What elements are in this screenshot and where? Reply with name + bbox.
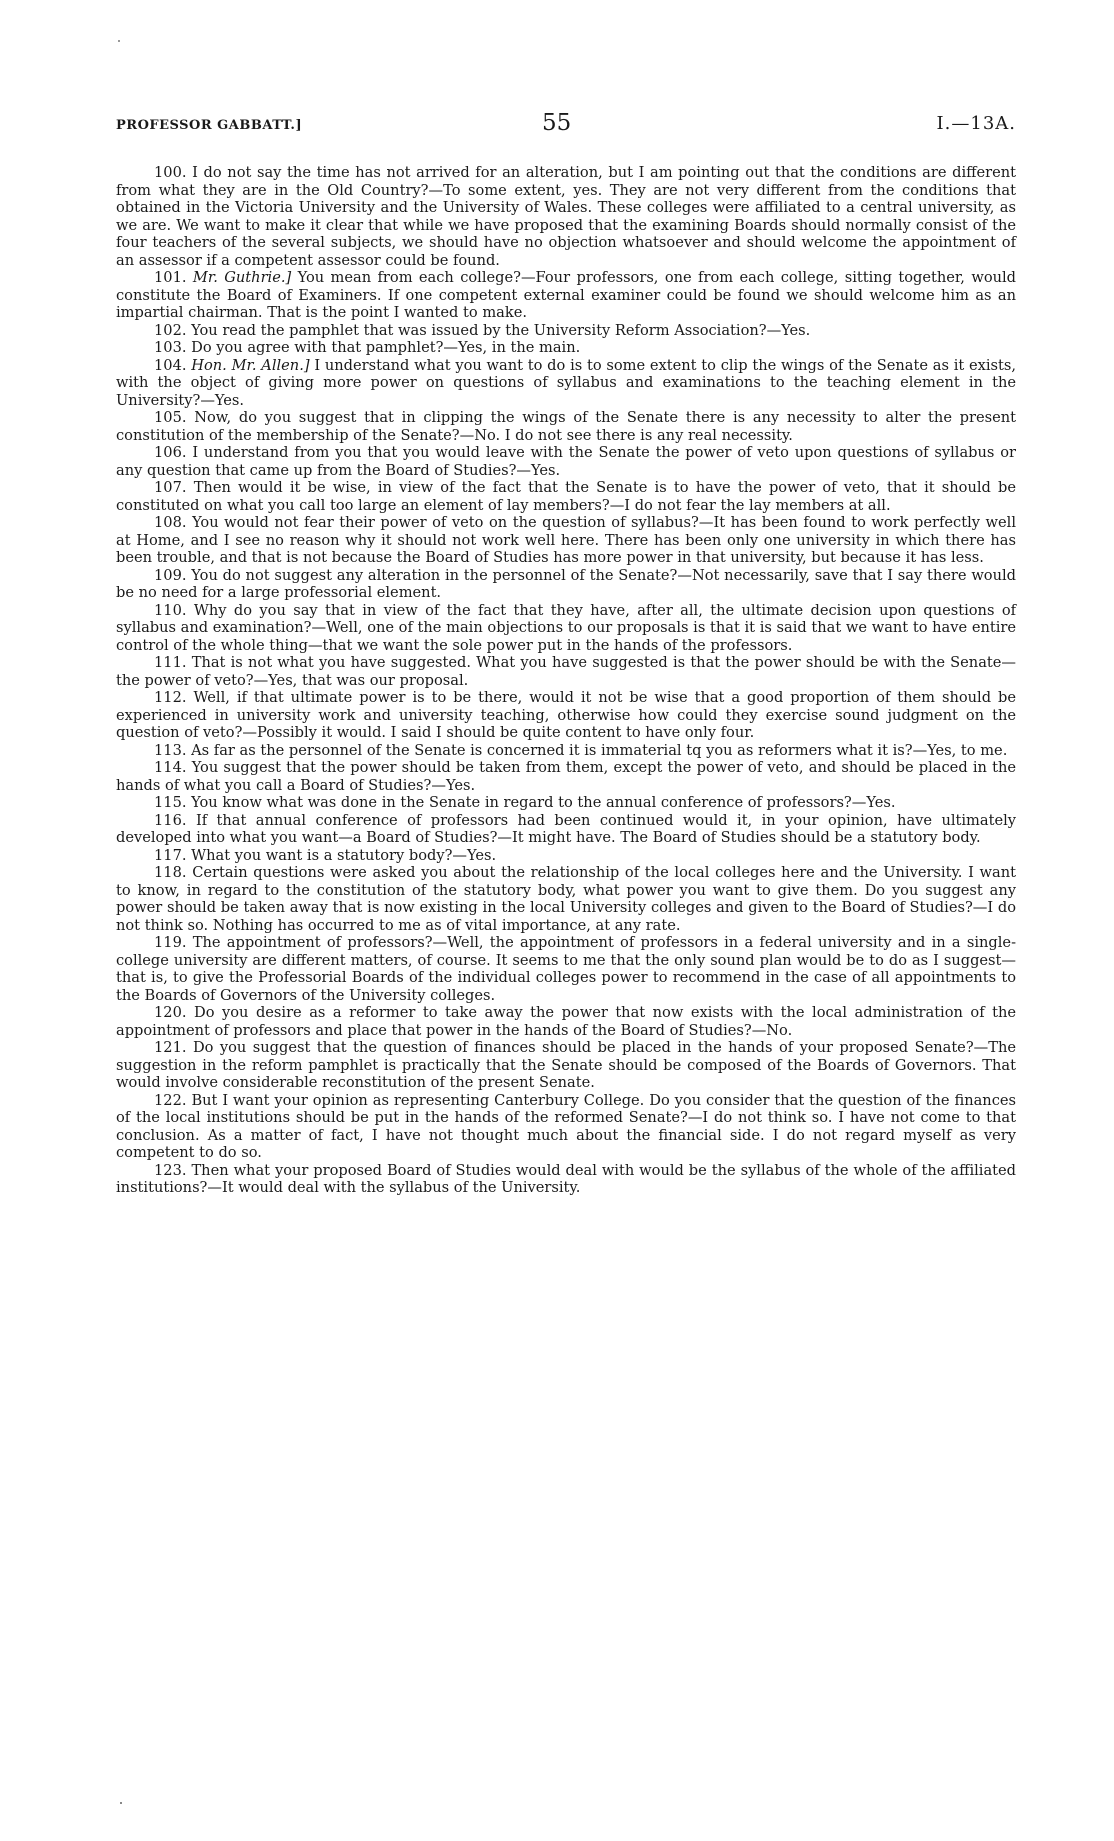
question-answer-text: You mean from each college?—Four professors, one from each college, sitting together, would constitute the Board of Examiners. If one competent external examiner could be found we should welcome him as an impartial chairman. That is the point I wanted to make. bbox=[116, 269, 1017, 321]
question-paragraph bbox=[116, 567, 1016, 602]
question-number: 114. bbox=[154, 759, 187, 776]
running-head: PROFESSOR GABBATT.] bbox=[116, 118, 303, 133]
question-answer-text: Why do you say that in view of the fact that they have, after all, the ultimate decision upon questions of syllabus and examination?—Well, one of the main objections to our proposals is that it is said that we want to have entire control of the whole thing—that we want the sole power put in the hands of the professors. bbox=[116, 601, 1017, 654]
question-answer-text: Then would it be wise, in view of the fact that the Senate is to have the power of veto, that it should be constituted on what you call too large an element of lay members?—I do not fear the lay members at all. bbox=[116, 479, 1017, 514]
question-number: 122. bbox=[154, 1091, 187, 1109]
question-paragraph bbox=[116, 602, 1016, 655]
question-answer-text: Certain questions were asked you about the relationship of the local colleges here and the University. I want to know, in regard to the constitution of the statutory body, what power you want to give them. Do you suggest any power should be taken away that is now existing in the local University colleges and given to the Board of Studies?—I do not think so. Nothing has occurred to me as of vital importance, at any rate. bbox=[116, 864, 1016, 934]
question-paragraph bbox=[116, 934, 1016, 1004]
question-paragraph bbox=[116, 847, 1016, 865]
document-reference: I.—13A. bbox=[936, 113, 1016, 134]
question-number: 111. bbox=[154, 654, 187, 671]
question-number: 110. bbox=[154, 601, 187, 619]
question-answer-text: You suggest that the power should be taken from them, except the power of veto, and should be placed in the hands of what you call a Board of Studies?—Yes. bbox=[116, 759, 1016, 794]
speaker-name: Mr. Guthrie.] bbox=[192, 269, 292, 286]
question-answer-text: I do not say the time has not arrived for an alteration, but I am pointing out that the conditions are different from what they are in the Old Country?—To some extent, yes. They are not very different from the conditions that obtained in the Victoria University and the University of Wales. These colleges were affiliated to a central university, as we are. We want to make it clear that while we have proposed that the examining Boards should normally consist of the four teachers of the several subjects, we should have no objection whatsoever and should welcome the appointment of an assessor if a competent assessor could be found. bbox=[116, 164, 1017, 269]
question-answer-text: The appointment of professors?—Well, the appointment of professors in a federal university and in a single-college university are different matters, of course. It seems to me that the only sound plan would be to do as I suggest—that is, to give the Professorial Boards of the individual colleges power to recommend in the case of all appointments to the Boards of Governors of the University colleges. bbox=[116, 934, 1017, 1004]
question-number: 100. bbox=[154, 164, 187, 181]
question-paragraph bbox=[116, 794, 1016, 812]
question-number: 115. bbox=[154, 794, 187, 811]
question-number: 108. bbox=[154, 514, 187, 531]
question-paragraph bbox=[116, 444, 1016, 479]
scan-speck bbox=[120, 1802, 122, 1804]
question-answer-text: If that annual conference of professors had been continued would it, in your opinion, have ultimately developed into what you want—a Board of Studies?—It might have. The Board of Studies should be a statutory body. bbox=[116, 811, 1017, 846]
page-number: 55 bbox=[542, 110, 572, 136]
question-answer-text: You read the pamphlet that was issued by the University Reform Association?—Yes. bbox=[191, 321, 811, 339]
question-number: 120. bbox=[154, 1004, 187, 1021]
question-answer-text: As far as the personnel of the Senate is concerned it is immaterial tq you as reformers what it is?—Yes, to me. bbox=[191, 741, 1008, 759]
question-number: 109. bbox=[154, 566, 187, 584]
question-number: 112. bbox=[154, 689, 187, 706]
question-paragraph bbox=[116, 357, 1016, 410]
question-paragraph bbox=[116, 1004, 1016, 1039]
question-paragraph bbox=[116, 339, 1016, 357]
question-paragraph bbox=[116, 1092, 1016, 1162]
question-paragraph bbox=[116, 322, 1016, 340]
question-paragraph bbox=[116, 1162, 1016, 1197]
question-answer-text: What you want is a statutory body?—Yes. bbox=[191, 846, 497, 864]
question-paragraph bbox=[116, 864, 1016, 934]
question-paragraph bbox=[116, 164, 1016, 269]
question-paragraph bbox=[116, 742, 1016, 760]
question-paragraph bbox=[116, 689, 1016, 742]
page-header bbox=[116, 110, 1016, 138]
question-answer-text: Do you agree with that pamphlet?—Yes, in the main. bbox=[191, 339, 581, 356]
question-answer-text: You would not fear their power of veto on the question of syllabus?—It has been found to work perfectly well at Home, and I see no reason why it should not work well here. There has been only one university in which there has been trouble, and that is not because the Board of Studies has more power in that university, but because it has less. bbox=[116, 514, 1017, 566]
question-number: 121. bbox=[154, 1039, 187, 1056]
question-number: 102. bbox=[154, 321, 187, 339]
question-answer-text: Do you desire as a reformer to take away the power that now exists with the local administration of the appointment of professors and place that power in the hands of the Board of Studies?—No. bbox=[116, 1004, 1017, 1039]
question-paragraph bbox=[116, 812, 1016, 847]
transcript-body bbox=[116, 164, 1016, 1197]
question-number: 117. bbox=[154, 846, 187, 864]
question-number: 101. bbox=[154, 269, 187, 286]
question-number: 119. bbox=[154, 934, 187, 951]
question-number: 116. bbox=[154, 811, 187, 829]
question-number: 103. bbox=[154, 339, 187, 356]
question-answer-text: Do you suggest that the question of finances should be placed in the hands of your proposed Senate?—The suggestion in the reform pamphlet is practically that the Senate should be composed of the Boards of Governors. That would involve considerable reconstitution of the present Senate. bbox=[116, 1039, 1017, 1091]
scan-speck bbox=[118, 40, 120, 42]
question-number: 118. bbox=[154, 864, 187, 881]
question-number: 113. bbox=[154, 741, 187, 759]
question-answer-text: You know what was done in the Senate in regard to the annual conference of professors?—Yes. bbox=[191, 794, 896, 811]
question-answer-text: I understand from you that you would leave with the Senate the power of veto upon questions of syllabus or any question that came up from the Board of Studies?—Yes. bbox=[116, 444, 1016, 479]
question-paragraph bbox=[116, 269, 1016, 322]
question-answer-text: Now, do you suggest that in clipping the wings of the Senate there is any necessity to alter the present constitution of the membership of the Senate?—No. I do not see there is any real necessity. bbox=[116, 409, 1016, 444]
question-number: 104. bbox=[154, 356, 187, 374]
question-answer-text: That is not what you have suggested. What you have suggested is that the power should be with the Senate—the power of veto?—Yes, that was our proposal. bbox=[116, 654, 1016, 689]
question-paragraph bbox=[116, 654, 1016, 689]
question-paragraph bbox=[116, 409, 1016, 444]
question-paragraph bbox=[116, 1039, 1016, 1092]
question-number: 105. bbox=[154, 409, 187, 426]
question-paragraph bbox=[116, 514, 1016, 567]
question-number: 107. bbox=[154, 479, 187, 496]
question-answer-text: I understand what you want to do is to some extent to clip the wings of the Senate as it exists, with the object of giving more power on questions of syllabus and examinations to the teaching element in the University?—Yes. bbox=[116, 356, 1017, 409]
speaker-name: Hon. Mr. Allen.] bbox=[191, 356, 310, 374]
question-answer-text: You do not suggest any alteration in the personnel of the Senate?—Not necessarily, save that I say there would be no need for a large professorial element. bbox=[116, 566, 1017, 601]
question-answer-text: Well, if that ultimate power is to be there, would it not be wise that a good proportion of them should be experienced in university work and university teaching, otherwise how could they exercise sound judgment on the question of veto?—Possibly it would. I said I should be quite content to have only four. bbox=[116, 689, 1016, 741]
question-answer-text: Then what your proposed Board of Studies would deal with would be the syllabus of the whole of the affiliated institutions?—It would deal with the syllabus of the University. bbox=[116, 1161, 1017, 1196]
question-answer-text: But I want your opinion as representing Canterbury College. Do you consider that the question of the finances of the local institutions should be put in the hands of the reformed Senate?—I do not think so. I have not come to that conclusion. As a matter of fact, I have not thought much about the financial side. I do not regard myself as very competent to do so. bbox=[116, 1091, 1016, 1161]
question-paragraph bbox=[116, 759, 1016, 794]
question-number: 123. bbox=[154, 1161, 187, 1179]
question-number: 106. bbox=[154, 444, 187, 461]
question-paragraph bbox=[116, 479, 1016, 514]
